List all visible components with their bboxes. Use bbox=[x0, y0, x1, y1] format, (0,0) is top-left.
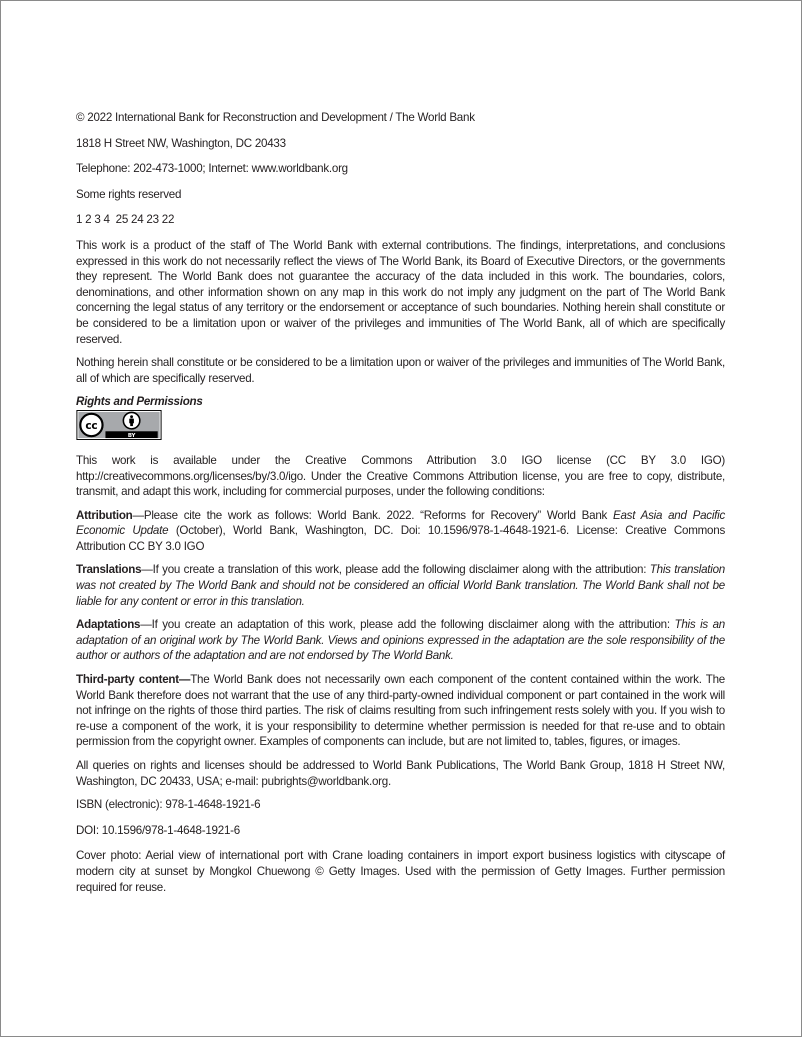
attribution-text-b: (October), World Bank, Washington, DC. Doi: 10.1596/978-1-4648-1921-6. License: Creative Commons Attribution CC BY 3.0 IGO bbox=[76, 524, 725, 553]
attribution-label: Attribution bbox=[76, 508, 133, 522]
cover-photo-credit: Cover photo: Aerial view of international port with Crane loading containers in import export business logistics with cityscape of modern city at sunset by Mongkol Chuewong © Getty Images. Used with the permission of Getty Images. Further permission required for reuse. bbox=[76, 849, 725, 894]
isbn-line: ISBN (electronic): 978-1-4648-1921-6 bbox=[76, 798, 261, 812]
page-content bbox=[76, 110, 725, 903]
third-party-text: The World Bank does not necessarily own each component of the content contained within the work. The World Bank therefore does not warrant that the use of any third-party-owned individual component or part contained in the work will not infringe on the rights of those third parties. The risk of claims resulting from such infringement rests solely with you. If you wish to re-use a component of the work, it is your responsibility to determine whether permission is needed for that re-use and to obtain permission from the copyright owner. Examples of components can include, but are not limited to, tables, figures, or images. bbox=[76, 673, 725, 749]
license-text: This work is available under the Creative Commons Attribution 3.0 IGO license (CC BY 3.0 IGO) http://creativecommons.org/licenses/by/3.0/igo. Under the Creative Commons Attribution license, you are free to copy, distribute, transmit, and adapt this work, including for commercial purposes, under the following conditions: bbox=[76, 453, 725, 499]
attribution-paragraph bbox=[76, 508, 725, 555]
third-party-label: Third-party content— bbox=[76, 673, 191, 687]
adaptations-label: Adaptations bbox=[76, 618, 141, 632]
copyright-line: © 2022 International Bank for Reconstruction and Development / The World Bank bbox=[76, 111, 475, 124]
rights-reserved: Some rights reserved bbox=[76, 187, 182, 201]
cc-badge-by-text: BY bbox=[127, 432, 136, 439]
translations-label: Translations bbox=[76, 563, 142, 577]
adaptations-text-italic: This is an adaptation of an original work by The World Bank. Views and opinions expressed in the adaptation are the sole responsibility of the author or authors of the adaptation and are not endorsed by The World Bank. bbox=[76, 618, 726, 663]
cc-badge-cc-text: cc bbox=[85, 419, 98, 433]
address: 1818 H Street NW, Washington, DC 20433 bbox=[76, 136, 286, 150]
contact-info: Telephone: 202-473-1000; Internet: www.worldbank.org bbox=[76, 162, 348, 176]
third-party-paragraph bbox=[76, 672, 725, 750]
disclaimer-paragraph-2: Nothing herein shall constitute or be considered to be a limitation upon or waiver of the privileges and immunities of The World Bank, all of which are specifically reserved. bbox=[76, 356, 725, 385]
rights-permissions-heading: Rights and Permissions bbox=[76, 395, 203, 409]
printing-line: 1 2 3 4 25 24 23 22 bbox=[76, 213, 175, 227]
translations-text-a: —If you create a translation of this work, please add the following disclaimer along with the attribution: bbox=[141, 563, 650, 577]
translations-text-italic: This translation was not created by The World Bank and should not be considered an official World Bank translation. The World Bank shall not be liable for any content or error in this translation. bbox=[76, 563, 726, 608]
translations-paragraph bbox=[76, 562, 725, 609]
queries-paragraph: All queries on rights and licenses should be addressed to World Bank Publications, The World Bank Group, 1818 H Street NW, Washington, DC 20433, USA; e-mail: pubrights@worldbank.org. bbox=[76, 759, 725, 788]
doi-line: DOI: 10.1596/978-1-4648-1921-6 bbox=[76, 823, 240, 837]
adaptations-text-a: —If you create an adaptation of this work, please add the following disclaimer along with the attribution: bbox=[140, 618, 675, 632]
disclaimer-paragraph-1: This work is a product of the staff of The World Bank with external contributions. The findings, interpretations, and conclusions expressed in this work do not necessarily reflect the views of The World Bank, its Board of Executive Directors, or the governments they represent. The World Bank does not guarantee the accuracy of the data included in this work. The boundaries, colors, denominations, and other information shown on any map in this work do not imply any judgment on the part of The World Bank concerning the legal status of any territory or the endorsement or acceptance of such boundaries. Nothing herein shall constitute or be considered to be a limitation upon or waiver of the privileges and immunities of The World Bank, all of which are specifically reserved. bbox=[76, 238, 725, 346]
creative-commons-by-icon bbox=[76, 410, 162, 440]
attribution-text-a: —Please cite the work as follows: World Bank. 2022. “Reforms for Recovery” World Bank bbox=[132, 508, 613, 522]
adaptations-paragraph bbox=[76, 617, 725, 664]
attribution-text-italic: East Asia and Pacific Economic Update bbox=[76, 508, 725, 538]
